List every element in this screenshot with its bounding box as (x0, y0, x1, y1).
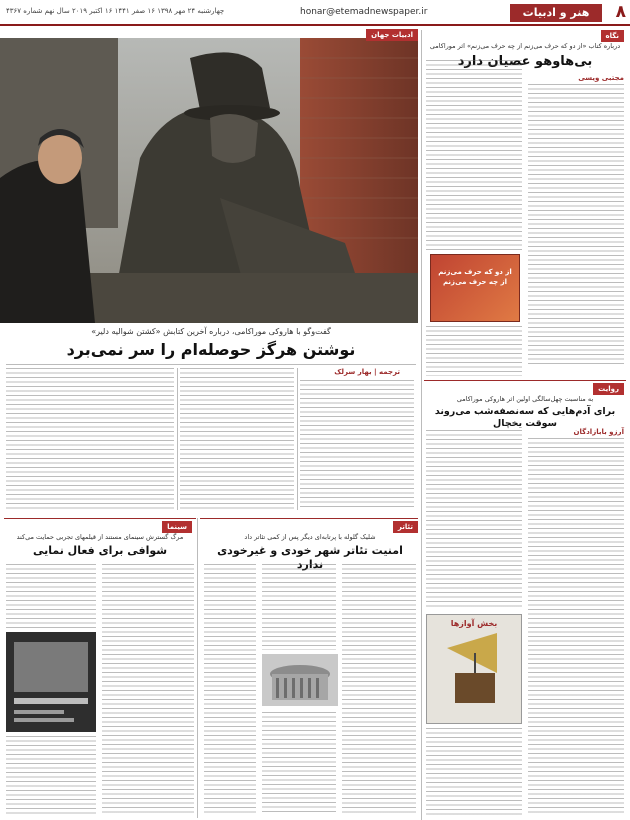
right-lower-col-2 (426, 430, 522, 610)
lead-body-col-3 (6, 368, 174, 510)
right-lower-headline: برای آدم‌هایی که سه‌نصفه‌شب می‌روند سوقت یخچال (434, 406, 616, 429)
cinema-poster-illustration (6, 632, 96, 732)
right-lower-tag: روایت (593, 383, 624, 395)
center-lower-col-4 (204, 564, 256, 814)
left-lower-headline: شوافی برای فعال نمایی (32, 544, 168, 557)
divider (297, 368, 298, 510)
right-lower-author: آرزو بابازادگان (573, 428, 624, 436)
center-lower-col-3 (262, 712, 336, 814)
book-cover (430, 254, 520, 322)
right-lower-col-1 (528, 438, 624, 814)
lead-byline: ترجمه | بهار سرلک (334, 368, 400, 376)
divider (4, 518, 196, 519)
issue-date: چهارشنبه ۲۴ مهر ۱۳۹۸ ۱۶ صفر ۱۴۴۱ ۱۶ اکتبر ۲۰۱۹ سال نهم شماره ۴۳۶۷ (6, 7, 225, 15)
footer-box-title: بخش آوازها (450, 619, 498, 628)
book-cover-title: از دو که حرف می‌زنم از چه حرف می‌زنم (438, 268, 512, 286)
right-headline: بی‌هاوهو عصیان دارد (457, 54, 593, 69)
gramophone-illustration (427, 628, 521, 718)
right-lower-col-3 (426, 728, 522, 816)
lead-body-col-2 (180, 368, 294, 510)
divider (6, 364, 416, 365)
divider (200, 518, 418, 519)
left-lower-col-1 (102, 564, 194, 814)
lead-section-tag: ادبیات جهان (366, 29, 418, 41)
footer-box (426, 614, 522, 724)
divider (177, 368, 178, 510)
theatre-building-illustration (262, 654, 338, 706)
theatre-photo (262, 654, 338, 706)
center-lower-col-1 (342, 564, 416, 814)
statue-photo-illustration (0, 38, 418, 323)
right-body-col-3 (426, 326, 522, 376)
cinema-poster (6, 632, 96, 732)
lead-photo (0, 38, 418, 323)
divider (421, 30, 422, 820)
center-lower-tag: تئاتر (393, 521, 418, 533)
left-lower-col-2 (6, 564, 96, 628)
right-lower-kicker: به مناسبت چهل‌سالگی اولین اثر هاروکی موراکامی (456, 395, 594, 403)
divider (424, 380, 626, 381)
right-body-col-2 (426, 60, 522, 250)
divider (197, 518, 198, 818)
left-lower-kicker: مرگ گسترش سینمای مستند از قیلمهای تجربی حمایت می‌کند (16, 533, 184, 541)
contact-email[interactable]: honar@etemadnewspaper.ir (300, 7, 428, 17)
left-lower-col-3 (6, 736, 96, 814)
lead-kicker: گفت‌وگو با هاروکی موراکامی، درباره آخرین کتابش «کشتن شوالیه دلیر» (91, 327, 331, 336)
page-number: ٨ (615, 2, 626, 22)
center-lower-col-2 (262, 564, 336, 650)
center-lower-headline: امنیت تئاتر شهر خودی و غیرخودی ندارد (217, 544, 403, 571)
lead-body-col-1 (300, 380, 414, 510)
right-section-tag: نگاه (601, 30, 624, 42)
left-lower-tag: سینما (162, 521, 192, 533)
section-title: هنر و ادبیات (510, 4, 602, 22)
right-body-col-1 (528, 84, 624, 364)
right-author: مجتبی ویسی (578, 74, 624, 82)
right-kicker: درباره کتاب «از دو که حرف می‌زنم از چه حرف می‌زنم» اثر موراکامی (429, 42, 621, 50)
center-lower-kicker: شلیک گلوله با پرتابه‌ای دیگر پس از کمی تئاتر داد (244, 533, 376, 541)
lead-headline: نوشتن هرگز حوصله‌ام را سر نمی‌برد (66, 340, 356, 359)
